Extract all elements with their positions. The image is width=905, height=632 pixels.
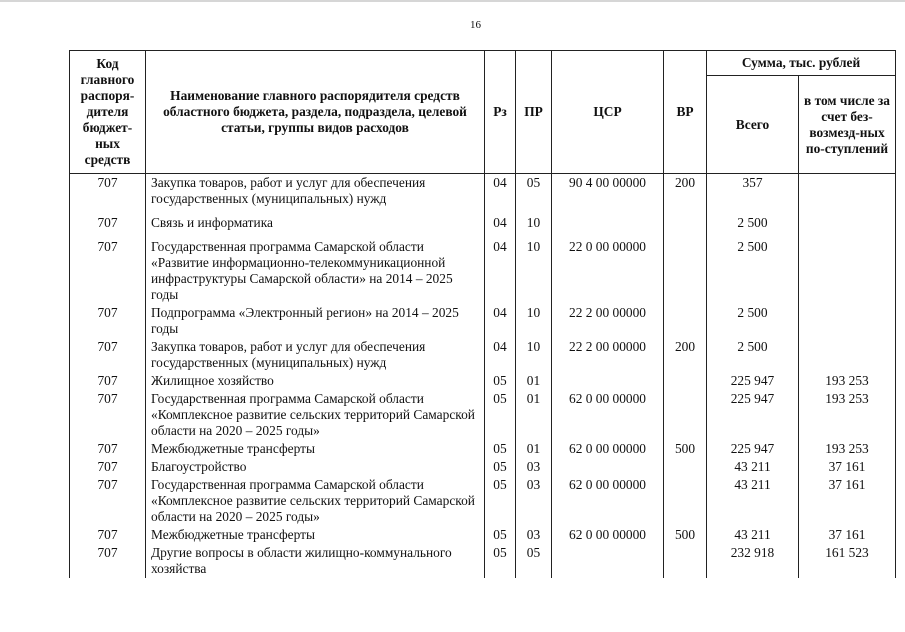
header-total: Всего <box>707 76 799 174</box>
cell-pr: 01 <box>516 440 552 458</box>
cell-csr: 22 0 00 00000 <box>552 238 664 304</box>
header-rz: Рз <box>485 51 516 174</box>
header-sum-group: Сумма, тыс. рублей <box>707 51 896 76</box>
cell-total: 232 918 <box>707 544 799 578</box>
cell-code: 707 <box>70 214 146 238</box>
cell-vr <box>664 238 707 304</box>
cell-total: 2 500 <box>707 304 799 338</box>
cell-total: 2 500 <box>707 338 799 372</box>
cell-total: 43 211 <box>707 476 799 526</box>
cell-rz: 05 <box>485 458 516 476</box>
cell-name: Межбюджетные трансферты <box>146 440 485 458</box>
cell-csr: 62 0 00 00000 <box>552 440 664 458</box>
table-row <box>70 476 896 526</box>
cell-csr: 62 0 00 00000 <box>552 526 664 544</box>
cell-gratuitous: 193 253 <box>799 440 896 458</box>
cell-name: Государственная программа Самарской области «Развитие информационно-телекоммуникационной инфраструктуры Самарской области» на 2014 – 2025 годы <box>146 238 485 304</box>
cell-code: 707 <box>70 238 146 304</box>
cell-vr <box>664 214 707 238</box>
cell-total: 225 947 <box>707 440 799 458</box>
cell-gratuitous <box>799 238 896 304</box>
cell-pr: 10 <box>516 338 552 372</box>
scan-edge-line <box>0 0 905 2</box>
cell-vr: 200 <box>664 174 707 215</box>
table-row <box>70 440 896 458</box>
table-row <box>70 338 896 372</box>
table-row <box>70 458 896 476</box>
cell-csr: 22 2 00 00000 <box>552 338 664 372</box>
table-row <box>70 544 896 578</box>
cell-rz: 05 <box>485 544 516 578</box>
cell-code: 707 <box>70 440 146 458</box>
header-code: Код главного распоря-дителя бюджет-ных средств <box>70 51 146 174</box>
cell-gratuitous: 37 161 <box>799 526 896 544</box>
cell-total: 225 947 <box>707 390 799 440</box>
cell-total: 357 <box>707 174 799 215</box>
cell-vr <box>664 390 707 440</box>
cell-gratuitous: 193 253 <box>799 390 896 440</box>
cell-name: Государственная программа Самарской области «Комплексное развитие сельских территорий Самарской области на 2020 – 2025 годы» <box>146 390 485 440</box>
page-number: 16 <box>470 19 481 31</box>
cell-code: 707 <box>70 174 146 215</box>
cell-rz: 04 <box>485 238 516 304</box>
cell-csr: 62 0 00 00000 <box>552 476 664 526</box>
cell-gratuitous <box>799 304 896 338</box>
cell-vr <box>664 476 707 526</box>
header-gratuitous: в том числе за счет без-возмезд-ных по-ступлений <box>799 76 896 174</box>
cell-pr: 03 <box>516 476 552 526</box>
cell-pr: 01 <box>516 390 552 440</box>
cell-code: 707 <box>70 390 146 440</box>
cell-pr: 10 <box>516 214 552 238</box>
table-row <box>70 174 896 215</box>
cell-vr: 500 <box>664 526 707 544</box>
cell-gratuitous <box>799 338 896 372</box>
budget-table <box>69 50 896 578</box>
cell-gratuitous: 193 253 <box>799 372 896 390</box>
cell-name: Благоустройство <box>146 458 485 476</box>
table-row <box>70 304 896 338</box>
cell-name: Подпрограмма «Электронный регион» на 2014 – 2025 годы <box>146 304 485 338</box>
cell-vr: 500 <box>664 440 707 458</box>
cell-pr: 03 <box>516 458 552 476</box>
header-csr: ЦСР <box>552 51 664 174</box>
header-vr: ВР <box>664 51 707 174</box>
cell-rz: 05 <box>485 372 516 390</box>
cell-code: 707 <box>70 476 146 526</box>
cell-name: Закупка товаров, работ и услуг для обеспечения государственных (муниципальных) нужд <box>146 338 485 372</box>
cell-total: 225 947 <box>707 372 799 390</box>
cell-vr <box>664 458 707 476</box>
cell-rz: 04 <box>485 304 516 338</box>
cell-gratuitous <box>799 214 896 238</box>
cell-vr <box>664 304 707 338</box>
cell-gratuitous: 37 161 <box>799 458 896 476</box>
cell-csr: 22 2 00 00000 <box>552 304 664 338</box>
cell-csr: 62 0 00 00000 <box>552 390 664 440</box>
cell-rz: 05 <box>485 440 516 458</box>
cell-rz: 05 <box>485 526 516 544</box>
cell-rz: 04 <box>485 214 516 238</box>
table-row <box>70 526 896 544</box>
cell-csr <box>552 458 664 476</box>
cell-total: 2 500 <box>707 238 799 304</box>
cell-name: Государственная программа Самарской области «Комплексное развитие сельских территорий Самарской области на 2020 – 2025 годы» <box>146 476 485 526</box>
cell-pr: 10 <box>516 238 552 304</box>
cell-name: Связь и информатика <box>146 214 485 238</box>
cell-total: 43 211 <box>707 458 799 476</box>
cell-code: 707 <box>70 338 146 372</box>
cell-vr: 200 <box>664 338 707 372</box>
header-name: Наименование главного распорядителя средств областного бюджета, раздела, подраздела, целевой статьи, группы видов расходов <box>146 51 485 174</box>
table-row <box>70 390 896 440</box>
cell-code: 707 <box>70 544 146 578</box>
cell-rz: 04 <box>485 338 516 372</box>
header-pr: ПР <box>516 51 552 174</box>
table-row <box>70 372 896 390</box>
cell-name: Межбюджетные трансферты <box>146 526 485 544</box>
cell-pr: 05 <box>516 174 552 215</box>
cell-pr: 10 <box>516 304 552 338</box>
cell-code: 707 <box>70 372 146 390</box>
cell-pr: 05 <box>516 544 552 578</box>
cell-csr <box>552 544 664 578</box>
cell-code: 707 <box>70 458 146 476</box>
cell-gratuitous: 37 161 <box>799 476 896 526</box>
cell-csr: 90 4 00 00000 <box>552 174 664 215</box>
cell-csr <box>552 214 664 238</box>
cell-name: Жилищное хозяйство <box>146 372 485 390</box>
table-row <box>70 238 896 304</box>
cell-rz: 05 <box>485 390 516 440</box>
cell-name: Другие вопросы в области жилищно-коммунального хозяйства <box>146 544 485 578</box>
cell-csr <box>552 372 664 390</box>
cell-rz: 05 <box>485 476 516 526</box>
cell-vr <box>664 372 707 390</box>
cell-code: 707 <box>70 526 146 544</box>
cell-pr: 03 <box>516 526 552 544</box>
cell-pr: 01 <box>516 372 552 390</box>
cell-rz: 04 <box>485 174 516 215</box>
cell-total: 2 500 <box>707 214 799 238</box>
cell-code: 707 <box>70 304 146 338</box>
table-row <box>70 214 896 238</box>
cell-vr <box>664 544 707 578</box>
cell-gratuitous: 161 523 <box>799 544 896 578</box>
cell-total: 43 211 <box>707 526 799 544</box>
cell-name: Закупка товаров, работ и услуг для обеспечения государственных (муниципальных) нужд <box>146 174 485 215</box>
cell-gratuitous <box>799 174 896 215</box>
